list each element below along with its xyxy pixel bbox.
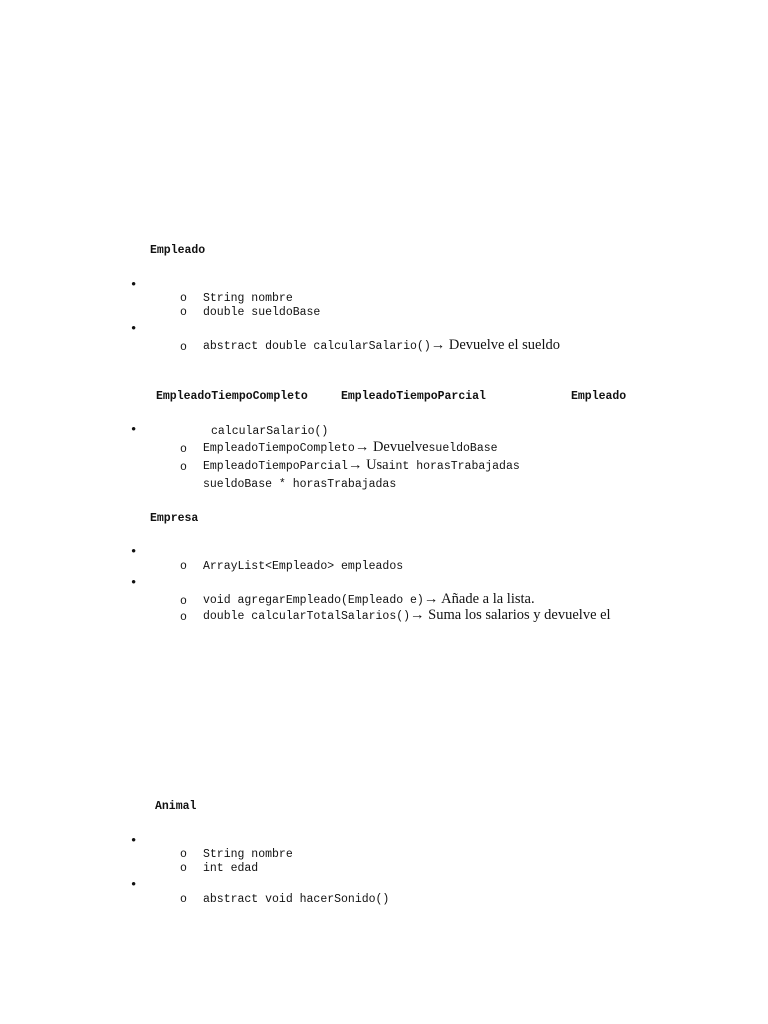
method-code: double calcularTotalSalarios() bbox=[203, 610, 411, 623]
bullet-marker: • bbox=[131, 544, 137, 560]
heading-tiempo-parcial: EmpleadoTiempoParcial bbox=[341, 390, 486, 403]
method-description: → Añade a la lista. bbox=[423, 591, 535, 607]
bullet-marker: • bbox=[131, 833, 137, 849]
item-code-2: sueldoBase bbox=[428, 442, 498, 455]
item-code-2: int horasTrabajadas bbox=[388, 460, 520, 473]
method-description: → Devuelve el sueldo bbox=[430, 337, 561, 353]
method-description: → Suma los salarios y devuelve el bbox=[410, 607, 611, 623]
sub-marker: o bbox=[180, 595, 187, 608]
item-code: EmpleadoTiempoParcial bbox=[203, 460, 348, 473]
attr-int-edad: int edad bbox=[203, 862, 259, 875]
method-calcular-salario bbox=[203, 337, 560, 354]
bullet-marker: • bbox=[131, 877, 137, 893]
bullet-marker: • bbox=[131, 575, 137, 591]
sub-marker: o bbox=[180, 862, 187, 875]
heading-animal: Animal bbox=[155, 800, 197, 813]
sub-marker: o bbox=[180, 893, 187, 906]
attr-string-nombre-animal: String nombre bbox=[203, 848, 293, 861]
method-code: abstract double calcularSalario() bbox=[203, 340, 431, 353]
sub-marker: o bbox=[180, 560, 187, 573]
method-code: void agregarEmpleado(Empleado e) bbox=[203, 594, 424, 607]
heading-empleado-parent: Empleado bbox=[571, 390, 627, 403]
item-tiempo-completo bbox=[203, 439, 498, 456]
item-tiempo-parcial bbox=[203, 457, 520, 474]
sub-marker: o bbox=[180, 443, 187, 456]
sub-marker: o bbox=[180, 292, 187, 305]
sub-marker: o bbox=[180, 611, 187, 624]
sub-marker: o bbox=[180, 848, 187, 861]
item-description: → Usa bbox=[347, 457, 389, 473]
bullet-marker: • bbox=[131, 277, 137, 293]
sub-marker: o bbox=[180, 306, 187, 319]
bullet-marker: • bbox=[131, 321, 137, 337]
item-continuation: sueldoBase * horasTrabajadas bbox=[203, 478, 397, 491]
bullet-marker: • bbox=[131, 422, 137, 438]
method-hacer-sonido: abstract void hacerSonido() bbox=[203, 893, 390, 906]
item-code: EmpleadoTiempoCompleto bbox=[203, 442, 355, 455]
sub-marker: o bbox=[180, 341, 187, 354]
attr-empleados-list: ArrayList<Empleado> empleados bbox=[203, 560, 404, 573]
method-calcular-salario-override: calcularSalario() bbox=[211, 425, 329, 438]
heading-empleado: Empleado bbox=[150, 244, 206, 257]
method-calcular-total-salarios bbox=[203, 607, 611, 624]
heading-empresa: Empresa bbox=[150, 512, 199, 525]
sub-marker: o bbox=[180, 461, 187, 474]
heading-tiempo-completo: EmpleadoTiempoCompleto bbox=[156, 390, 308, 403]
method-agregar-empleado bbox=[203, 591, 535, 608]
attr-string-nombre: String nombre bbox=[203, 292, 293, 305]
attr-double-sueldobase: double sueldoBase bbox=[203, 306, 321, 319]
item-description: → Devuelve bbox=[354, 439, 429, 455]
